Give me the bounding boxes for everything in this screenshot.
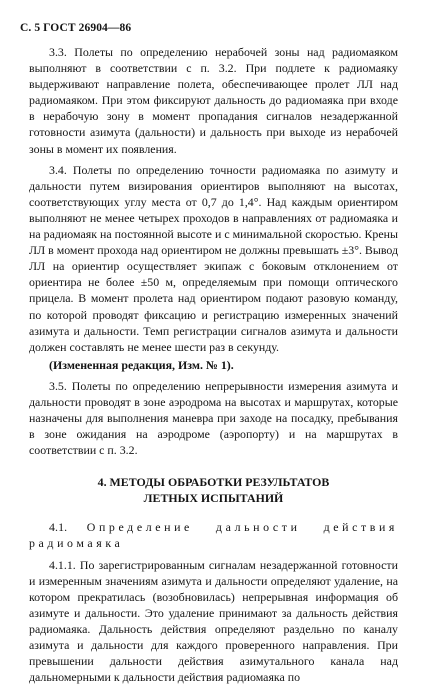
section-heading-line-2: ЛЕТНЫХ ИСПЫТАНИЙ — [143, 491, 284, 506]
paragraph-4-1-1: 4.1.1. По зарегистрированным сигналам незадержанной готовности и измеренным значениям азимута и дальности определяют удаление, на котором прекратилась (возобновилась) непрерывная информация об азимуте и дальности. Это удаление принимают за дальность действия радиомаяка. Дальность действия определяют раздельно по каналу азимута и дальности для каждого проверенного направления. При превышении дальности действия азимутального канала над дальномерными к дальности действия радиомаяка по — [29, 557, 398, 685]
paragraph-3-4: 3.4. Полеты по определению точности радиомаяка по азимуту и дальности путем визирования ориентиров выполняют на высотах, соответствующих углу места от 0,7 до 1,4°. Над каждым ориентиром выполняют не менее четырех проходов в направлениях от радиомаяка и на радиомаяк на постоянной высоте и с минимальной скоростью. Крены ЛЛ в момент прохода над ориентиром не должны превышать ±3°. Вывод ЛЛ на ориентир осуществляет экипаж с боковым отклонением от ориентира не более ±50 м, определяемым при помощи оптического прицела. В момент пролета над ориентиром подают разовую команду, по которой проводят фиксацию и регистрацию измеренных значений азимута и дальности. Темп регистрации сигналов азимута и дальности должен составлять не менее шести раз в секунду. — [29, 162, 399, 354]
section-heading-4 — [29, 474, 398, 506]
section-heading-line-1: 4. МЕТОДЫ ОБРАБОТКИ РЕЗУЛЬТАТОВ — [97, 475, 330, 490]
running-head: С. 5 ГОСТ 26904—86 — [20, 22, 132, 34]
edition-note: (Измененная редакция, Изм. № 1). — [49, 357, 234, 372]
paragraph-3-5: 3.5. Полеты по определению непрерывности измерения азимута и дальности проводят в зоне аэродрома на высотах и маршрутах, которые назначены для выполнения маневра при заходе на посадку, пребывания в зоне ожидания на аэродроме (аэропорту) и на маршрутах в соответствии с п. 3.2. — [29, 378, 398, 458]
edition-note-paragraph — [29, 357, 398, 373]
subsection-4-1-title: Определение дальности действия радиомаяка — [29, 520, 398, 551]
paragraph-3-3: 3.3. Полеты по определению нерабочей зоны над радиомаяком выполняют в соответствии с п. 3.2. При подлете к радиомаяку выдерживают направление полета, обеспечивающее пролет ЛЛ над радиомаяком. При этом фиксируют дальность до радиомаяка при входе в нерабочую зону в момент пропадания сигналов незадержанной готовности азимута (дальности) и дальность при выходе из нерабочей зоны в момент их появления. — [29, 45, 398, 156]
body-text — [29, 44, 398, 685]
subsection-4-1 — [29, 519, 398, 551]
subsection-4-1-number: 4.1. — [49, 520, 68, 535]
